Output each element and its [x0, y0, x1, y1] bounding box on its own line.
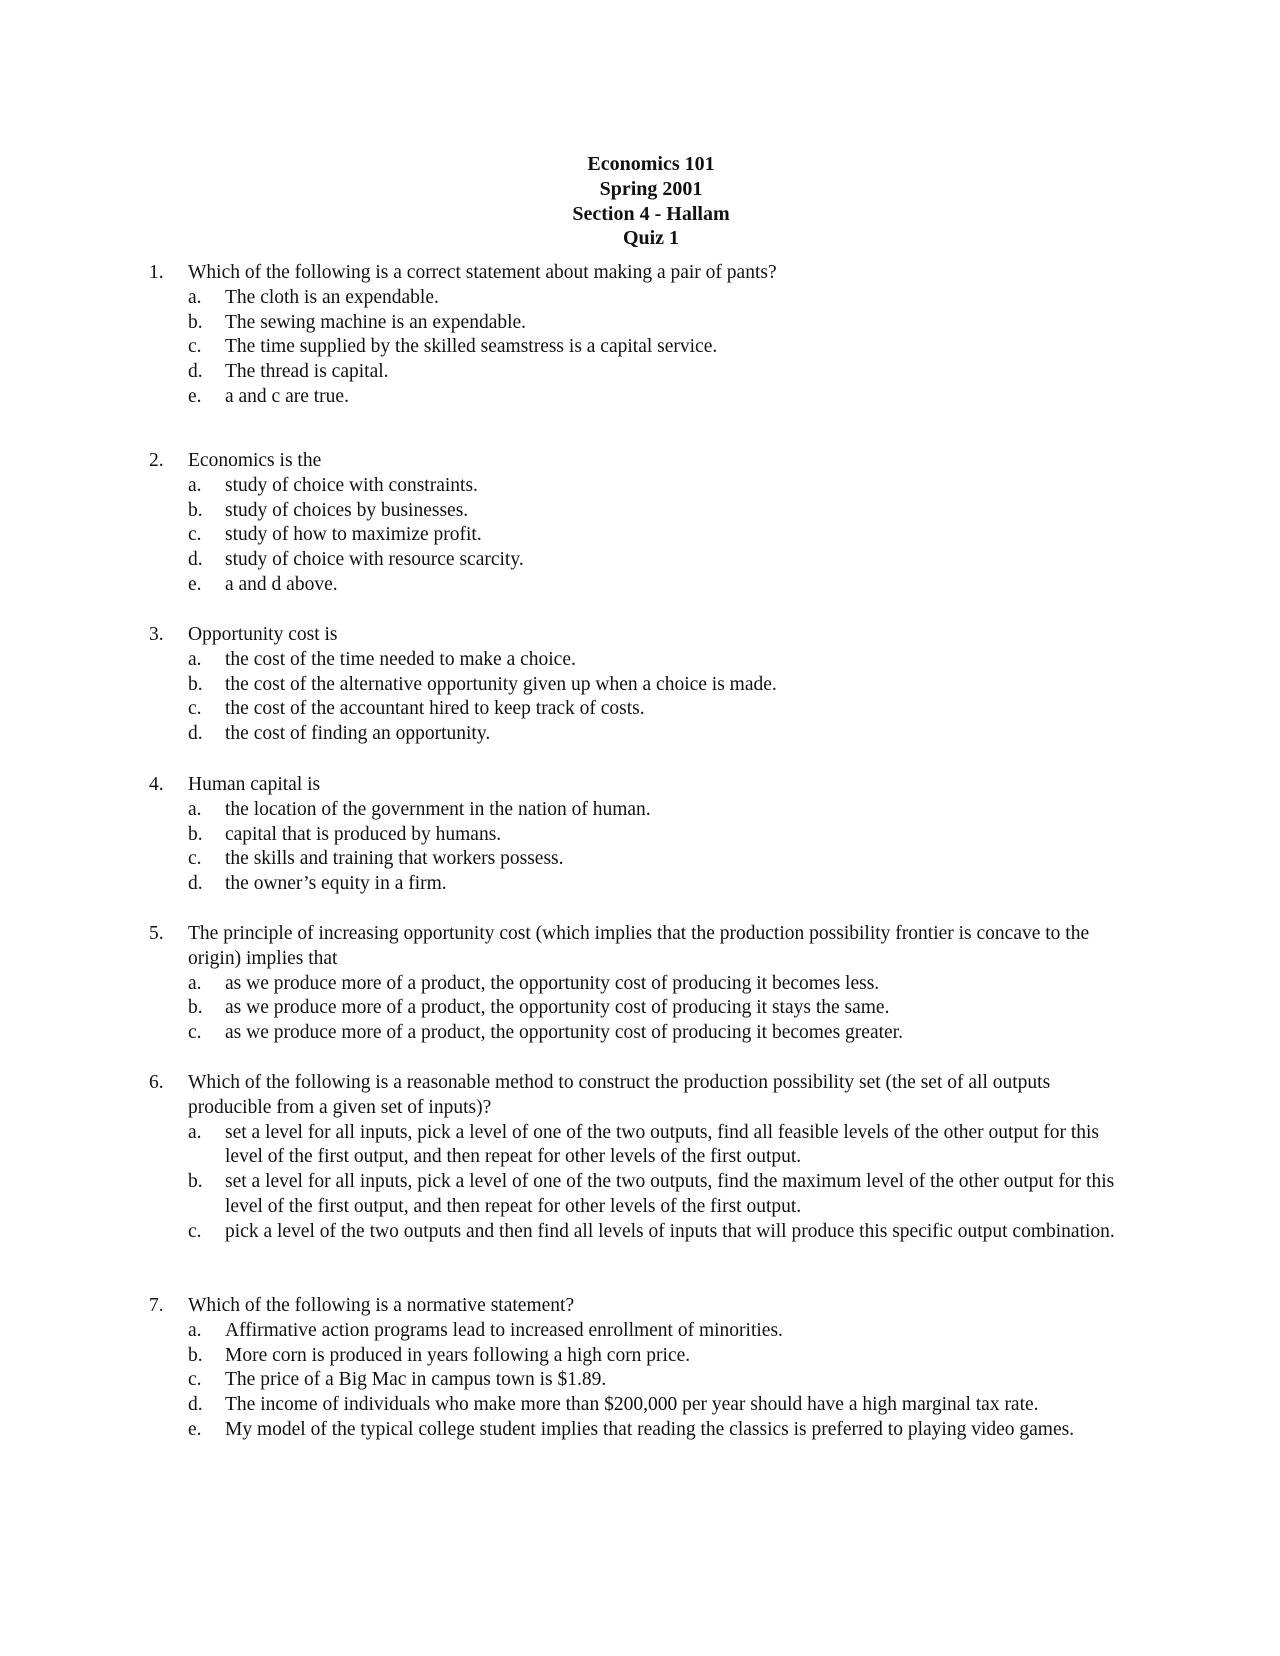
- answer-option: [0, 1418, 1280, 1443]
- option-letter: d.: [188, 1394, 203, 1416]
- option-text: as we produce more of a product, the opportunity cost of producing it becomes greater.: [225, 1022, 903, 1044]
- answer-option: [0, 847, 1280, 872]
- option-text: More corn is produced in years following a high corn price.: [225, 1344, 691, 1366]
- question-stem: [0, 623, 1280, 648]
- question-text: Human capital is: [188, 774, 321, 795]
- option-letter: d.: [188, 549, 203, 571]
- question-1: [0, 261, 1280, 410]
- answer-option: [0, 1220, 1280, 1245]
- option-letter: c.: [188, 1022, 202, 1044]
- option-letter: a.: [188, 972, 202, 994]
- question-number: 3.: [149, 624, 164, 645]
- option-letter: a.: [188, 1319, 202, 1341]
- option-letter: b.: [188, 823, 203, 845]
- question-text: Economics is the: [188, 450, 322, 471]
- answer-option: [0, 1368, 1280, 1393]
- answer-option: [0, 1319, 1280, 1344]
- question-stem: [0, 1294, 1280, 1319]
- answer-option: [0, 385, 1280, 410]
- option-text: as we produce more of a product, the opportunity cost of producing it stays the same.: [225, 997, 890, 1019]
- option-text: pick a level of the two outputs and then find all levels of inputs that will produce this specific output combination.: [225, 1220, 1115, 1242]
- question-text: Which of the following is a normative statement?: [188, 1295, 575, 1316]
- question-number: 4.: [149, 774, 164, 795]
- answer-option: [0, 996, 1280, 1021]
- option-letter: a.: [188, 648, 202, 670]
- option-letter: a.: [188, 1121, 202, 1143]
- option-text: the cost of the alternative opportunity given up when a choice is made.: [225, 673, 777, 695]
- option-text: The thread is capital.: [225, 361, 389, 383]
- option-text: capital that is produced by humans.: [225, 823, 502, 845]
- answer-option: [0, 1393, 1280, 1418]
- option-letter: d.: [188, 361, 203, 383]
- option-text: the cost of the accountant hired to keep track of costs.: [225, 698, 645, 720]
- question-stem: [0, 1071, 1280, 1121]
- question-number: 1.: [149, 262, 164, 283]
- option-letter: b.: [188, 1171, 203, 1193]
- answer-option: [0, 1170, 1280, 1220]
- option-text: as we produce more of a product, the opportunity cost of producing it becomes less.: [225, 972, 880, 994]
- option-letter: b.: [188, 499, 203, 521]
- option-text: The cloth is an expendable.: [225, 286, 439, 308]
- option-text: set a level for all inputs, pick a level of one of the two outputs, find the maximum level of the other output for this level of the first output, and then repeat for other levels of the first output.: [225, 1171, 1115, 1217]
- option-letter: c.: [188, 524, 202, 546]
- option-text: The income of individuals who make more than $200,000 per year should have a high marginal tax rate.: [225, 1394, 1039, 1416]
- option-text: The sewing machine is an expendable.: [225, 311, 527, 333]
- option-letter: a.: [188, 474, 202, 496]
- answer-option: [0, 722, 1280, 747]
- question-stem: [0, 449, 1280, 474]
- answer-option: [0, 697, 1280, 722]
- option-text: My model of the typical college student implies that reading the classics is preferred to playing video games.: [225, 1418, 1075, 1440]
- question-2: [0, 449, 1280, 598]
- question-4: [0, 773, 1280, 897]
- option-text: the skills and training that workers possess.: [225, 848, 564, 870]
- answer-option: [0, 573, 1280, 598]
- option-letter: e.: [188, 1418, 202, 1440]
- option-letter: b.: [188, 311, 203, 333]
- option-letter: d.: [188, 723, 203, 745]
- question-7: [0, 1294, 1280, 1443]
- option-letter: a.: [188, 286, 202, 308]
- section-title: Section 4 - Hallam: [572, 202, 730, 225]
- question-stem: [0, 922, 1280, 972]
- question-number: 2.: [149, 450, 164, 471]
- option-text: study of choice with resource scarcity.: [225, 549, 524, 571]
- option-letter: b.: [188, 997, 203, 1019]
- option-text: The time supplied by the skilled seamstress is a capital service.: [225, 336, 718, 358]
- question-text: Which of the following is a reasonable method to construct the production possibility set (the set of all outputs producible from a given set of inputs)?: [188, 1072, 1051, 1118]
- answer-option: [0, 474, 1280, 499]
- option-text: the location of the government in the nation of human.: [225, 798, 651, 820]
- question-5: [0, 922, 1280, 1046]
- question-number: 6.: [149, 1072, 164, 1093]
- answer-option: [0, 673, 1280, 698]
- answer-option: [0, 286, 1280, 311]
- option-letter: b.: [188, 1344, 203, 1366]
- option-text: the cost of finding an opportunity.: [225, 723, 491, 745]
- option-letter: c.: [188, 336, 202, 358]
- answer-option: [0, 360, 1280, 385]
- answer-option: [0, 1021, 1280, 1046]
- answer-option: [0, 548, 1280, 573]
- quiz-title: Quiz 1: [622, 227, 680, 250]
- option-letter: d.: [188, 873, 203, 895]
- answer-option: [0, 798, 1280, 823]
- option-text: the cost of the time needed to make a choice.: [225, 648, 576, 670]
- option-letter: c.: [188, 848, 202, 870]
- option-letter: b.: [188, 673, 203, 695]
- question-3: [0, 623, 1280, 747]
- option-letter: c.: [188, 1220, 202, 1242]
- question-6: [0, 1071, 1280, 1245]
- option-letter: c.: [188, 698, 202, 720]
- option-text: study of how to maximize profit.: [225, 524, 482, 546]
- question-number: 5.: [149, 923, 164, 944]
- option-text: the owner’s equity in a firm.: [225, 873, 447, 895]
- option-text: study of choices by businesses.: [225, 499, 469, 521]
- option-text: a and d above.: [225, 573, 338, 595]
- option-text: set a level for all inputs, pick a level of one of the two outputs, find all feasible levels of the other output for this level of the first output, and then repeat for other levels of the first output.: [225, 1121, 1100, 1168]
- option-text: study of choice with constraints.: [225, 474, 478, 496]
- quiz-header: [0, 152, 1280, 251]
- term-title: Spring 2001: [599, 177, 703, 200]
- answer-option: [0, 499, 1280, 524]
- answer-option: [0, 1344, 1280, 1369]
- option-letter: c.: [188, 1369, 202, 1391]
- option-text: Affirmative action programs lead to increased enrollment of minorities.: [225, 1319, 783, 1341]
- answer-option: [0, 335, 1280, 360]
- answer-option: [0, 648, 1280, 673]
- option-text: The price of a Big Mac in campus town is $1.89.: [225, 1369, 607, 1391]
- option-letter: a.: [188, 798, 202, 820]
- answer-option: [0, 311, 1280, 336]
- answer-option: [0, 972, 1280, 997]
- question-stem: [0, 261, 1280, 286]
- answer-option: [0, 1121, 1280, 1171]
- answer-option: [0, 523, 1280, 548]
- course-title: Economics 101: [587, 153, 715, 175]
- question-number: 7.: [149, 1295, 164, 1316]
- question-text: Opportunity cost is: [188, 624, 338, 645]
- question-stem: [0, 773, 1280, 798]
- option-text: a and c are true.: [225, 385, 349, 407]
- option-letter: e.: [188, 573, 202, 595]
- question-text: Which of the following is a correct statement about making a pair of pants?: [188, 262, 777, 283]
- answer-option: [0, 823, 1280, 848]
- answer-option: [0, 872, 1280, 897]
- option-letter: e.: [188, 385, 202, 407]
- question-text: The principle of increasing opportunity cost (which implies that the production possibility frontier is concave to the origin) implies that: [188, 923, 1090, 969]
